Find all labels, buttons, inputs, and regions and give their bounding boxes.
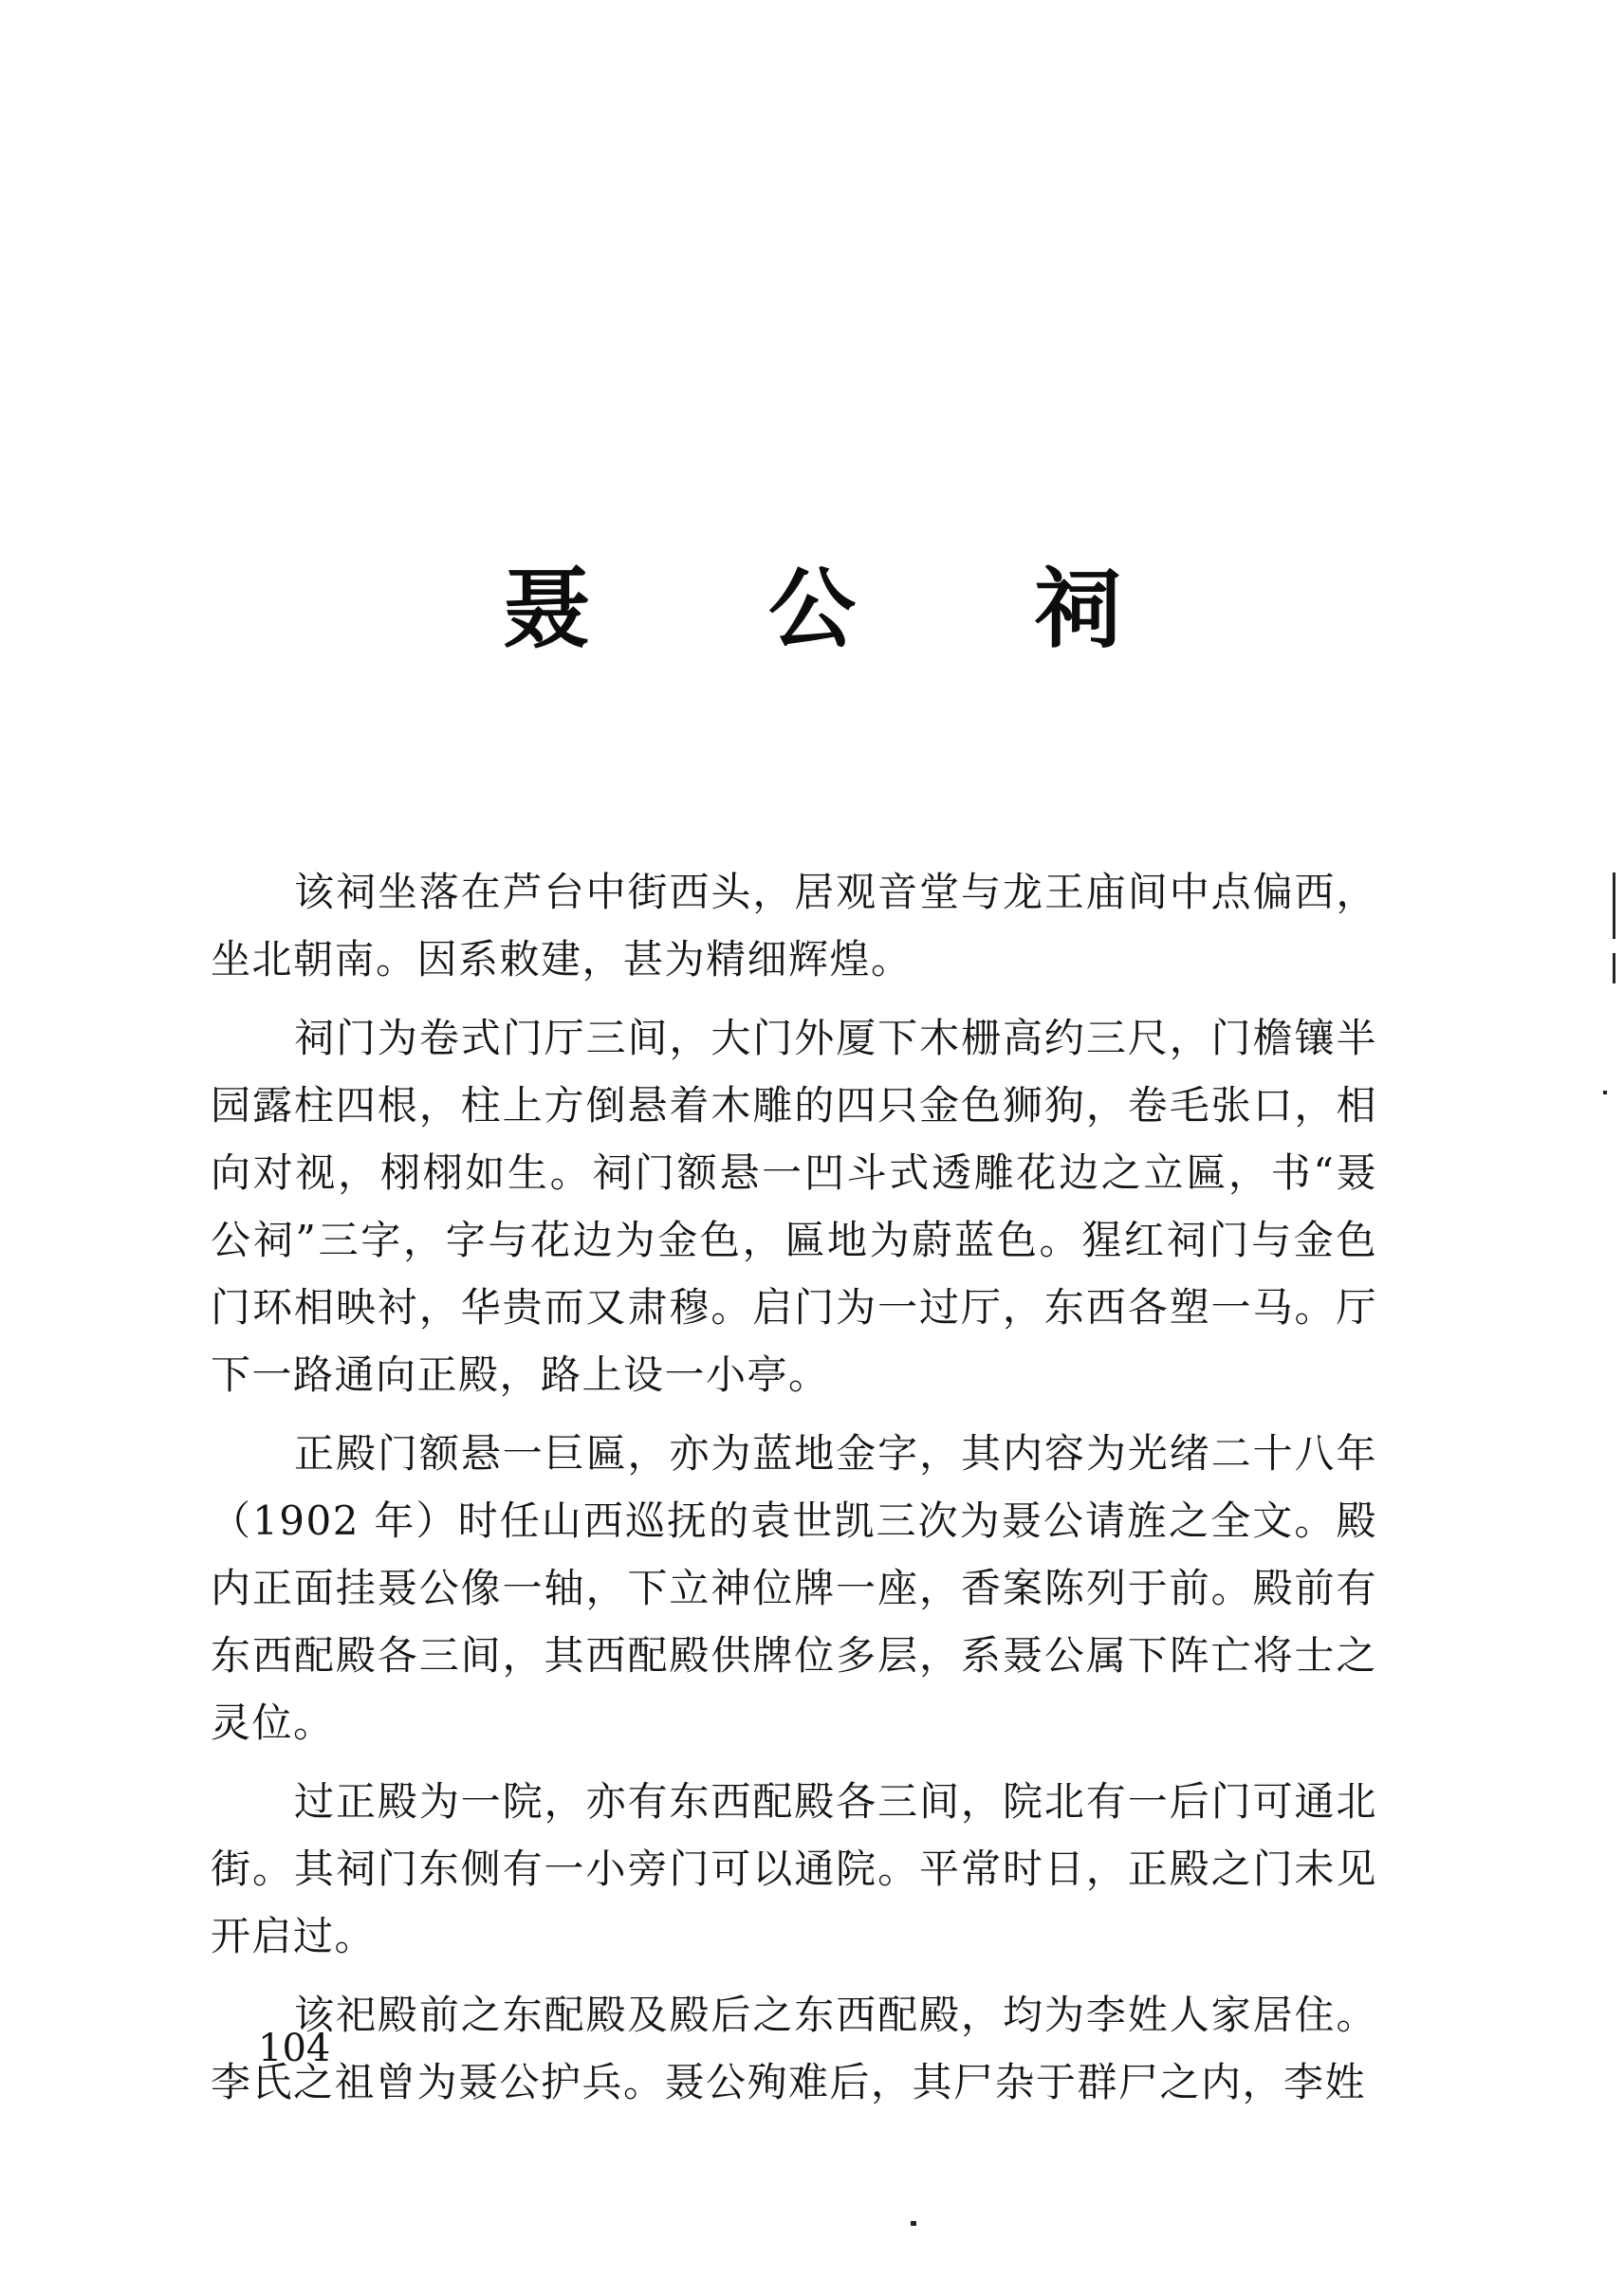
paragraph-5: 该祀殿前之东配殿及殿后之东西配殿，均为李姓人家居住。李氏之祖曾为聂公护兵。聂公殉难后，其尸杂于群尸之内，李姓: [211, 1992, 1377, 2105]
scan-mark: [911, 2221, 916, 2226]
paragraph-1: 该祠坐落在芦台中街西头，居观音堂与龙王庙间中点偏西，坐北朝南。因系敕建，甚为精细辉煌。: [211, 869, 1377, 983]
page-title: 聂 公 祠: [502, 557, 1196, 660]
paragraph-4: 过正殿为一院，亦有东西配殿各三间，院北有一后门可通北街。其祠门东侧有一小旁门可以通院。平常时日，正殿之门未见开启过。: [211, 1778, 1377, 1959]
scan-mark: [1613, 872, 1615, 939]
scan-mark: [1613, 953, 1615, 983]
body-text: [211, 858, 1377, 2127]
page-number: 104: [258, 2027, 331, 2070]
paragraph-2: 祠门为卷式门厅三间，大门外厦下木栅高约三尺，门檐镶半园露柱四根，柱上方倒悬着木雕的四只金色狮狗，卷毛张口，相向对视，栩栩如生。祠门额悬一凹斗式透雕花边之立匾，书“聂公祠”三字，字与花边为金色，匾地为蔚蓝色。猩红祠门与金色门环相映衬，华贵而又肃穆。启门为一过厅，东西各塑一马。厅下一路通向正殿，路上设一小亭。: [211, 1015, 1377, 1398]
paragraph-3: 正殿门额悬一巨匾，亦为蓝地金字，其内容为光绪二十八年（1902 年）时任山西巡抚的袁世凯三次为聂公请旌之全文。殿内正面挂聂公像一轴，下立神位牌一座，香案陈列于前。殿前有东西配殿各三间，其西配殿供牌位多层，系聂公属下阵亡将士之灵位。: [211, 1430, 1377, 1746]
scan-mark: [1603, 1091, 1607, 1094]
